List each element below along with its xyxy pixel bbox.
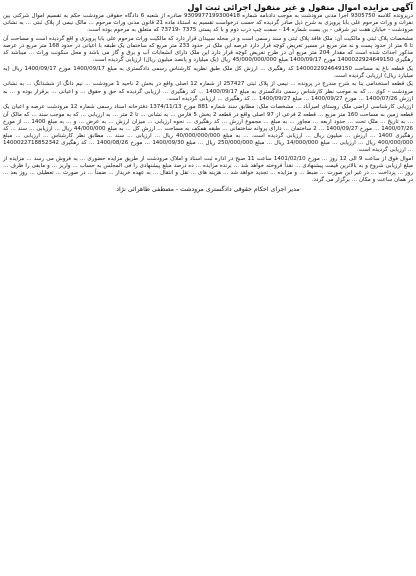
notice-paragraph-1: درپرونده کلاسه 9305750 اجرا مدنی مرودشت به موجب دادنامه شماره 9309977199300418 صادره از شعبه 6 دادگاه حقوقی مرودشت حکم به تقسیم اموال شرکتی بین نفرات و وراث مرحوم علی بابا پرویزی به شرح ذیل صادر گردیده که حسب درخواست تقسیم به استناد ماده 21 قانون مدنی وراث مرحوم ... مالک نیمی از پلاک ثبتی ... به نشانی مرودشت - خیابان هفت تیر شرقی - بن بست شماره 14 - سمت چپ درب دوم و با کد پستی 7375 -73719 که متعلق به مرحوم بوده است.	[3, 13, 413, 34]
notice-paragraph-2: مشخصات پلاک ثبتی و مالکیت آن: ملک فاقد پلاک ثبتی و سند رسمی است و در محله سپیدان قرار دارد که مالکیت وراث مرحوم علی بابا پرویزی و اقع گردیده است و مساحت آن تا 6 متر از حدود پست و نه متر مربع در مسیر تعریض کوچه قرار دارد عرصه این ملک در حدود 233 متر مربع که ساختمان یک طبقه با اعیانی در حدود 168 متر مربع در عرصه مذکور احداث شده است که مقدار 204 متر مربع آن در طرح تعریض کوچه قرار دارد این ملک دارای انشعابات آب و برق و گاز می باشد و محل سکونت وراث ... میباشد کد رهگیری 1400022924649150 مورخ 1400/09/17 مبلغ 45/000/000/000 ریال (یک میلیارد و پانصد میلیون ریال) ارزیابی گردیده است.	[3, 36, 414, 64]
notice-paragraph-4: یک قطعه استخدامی بنا به شرح مندرج در پرونده ... نیمی از پلاک ثبتی 257427 از شماره 12 اصلی واقع در بخش 2 ناحیه 1 مرودشت ... نیم دانگ از ششدانگ ... به نشانی مرودشت - کوی ... که به موجب نظر کارشناس رسمی دادگستری به مبلغ 1400/09/17 ... کد رهگیری ... ارزیابی گردیده که حق و حقوق ... و اعیانی ... برقرار بوده و ... به ارزش 1400/07/26 ... مورخ 1400/09/27 ... مبلغ 1400/09/27 ... کد رهگیری ... ارزیابی گردیده است.	[3, 81, 413, 102]
notice-signature: مدیر اجرای احکام حقوقی دادگستری مرودشت - مصطفی طاهرائی نژاد	[116, 185, 300, 193]
notice-paragraph-3: یک قطعه باغ به مساحت 1400022924649150 کد رهگیری ... ارزش کل ملک طبق نظریه کارشناس رسمی دادگستری به مبلغ 1400/09/17 مورخ 1400/09/17 ریال (یه میلیارد ریال) ارزیابی گردیده است.	[3, 65, 414, 79]
notice-paragraph-6: اموال فوق از ساعت 9 الی 12 روز ... مورخ 1401/02/10 ساعت 11 صبح در اداره ثبت اسناد و املاک مرودشت از طریق مزایده حضوری ... به فروش می رسد ... مزایده از مبلغ ارزیابی شروع و به بالاترین قیمت پیشنهادی ... نقداً فروخته خواهد شد ... برنده مزایده ... ده درصد مبلغ پیشنهادی را فی المجلس به حساب ... واریز ... و مابقی را ظرف ... روز ... پرداخت ... در غیر این صورت ... ضبط ... و مزایده ... تجدید خواهد شد ... هزینه های ... نقل و انتقال ... به عهده خریدار ... ضمناً ... در صورت ... تعطیلی ... روز بعد ... در همان ساعت و مکان ... برگزار می گردد.	[3, 155, 414, 183]
notice-paragraph-5: ارزیابی کارشناسی اراضی ملک روستای امیرآباد ... مشخصات ملک: مطابق سند شماره 881 مورخ 1374/11/13 دفترخانه اسناد رسمی شماره 12 مرودشت عرصه و اعیان یک قطعه زمین به مساحت 160 متر مربع ... قطعه 2 فرعی از 97 اصلی واقع در قطعه 2 بخش 5 فارس ... به نشانی ... تا 2 متر ... به ارزیابی ... که به موجب سند ... که مالک آن ... به تاریخ ... ملک تحت ... حدود اربعه ... مجاور ... به مبلغ ... مجموع ارزش ... کد رهگیری ... نحوه ارزیابی ... میزان ارزش ... به عرض ... و ... به مبلغ 1400 ... از مورخ 1400/07/26 ... مورخ 1400/09/27 ... 2 ساختمان ... دارای پروانه ساختمانی ... طبقه همکف به مساحت ... ارزش کل ... به مبلغ 44/000/000 ریال ... ارزیابی ... سند ... کد رهگیری 1400 ... ارزش ... میلیون ریال ... ارزیابی گردیده است. ... به مبلغ 40/000/000/000 ریال ... ارزیابی ... سند ... مطابق نظر کارشناس ... ارزیابی ... مبلغ 400/000/000 ریال ... ارزیابی ... مبلغ 14/000/000 ریال ... مبلغ 250/000/000 ریال ... مبلغ 1400/09/30 ... مورخ 1400/08/26 ... کد رهگیری 1400022718852342 ... ارزیابی گردیده است.	[3, 104, 413, 154]
notice-title: آگهی مزایده اموال منقول و غیر منقول اجرائی ثبت اول	[187, 2, 413, 12]
